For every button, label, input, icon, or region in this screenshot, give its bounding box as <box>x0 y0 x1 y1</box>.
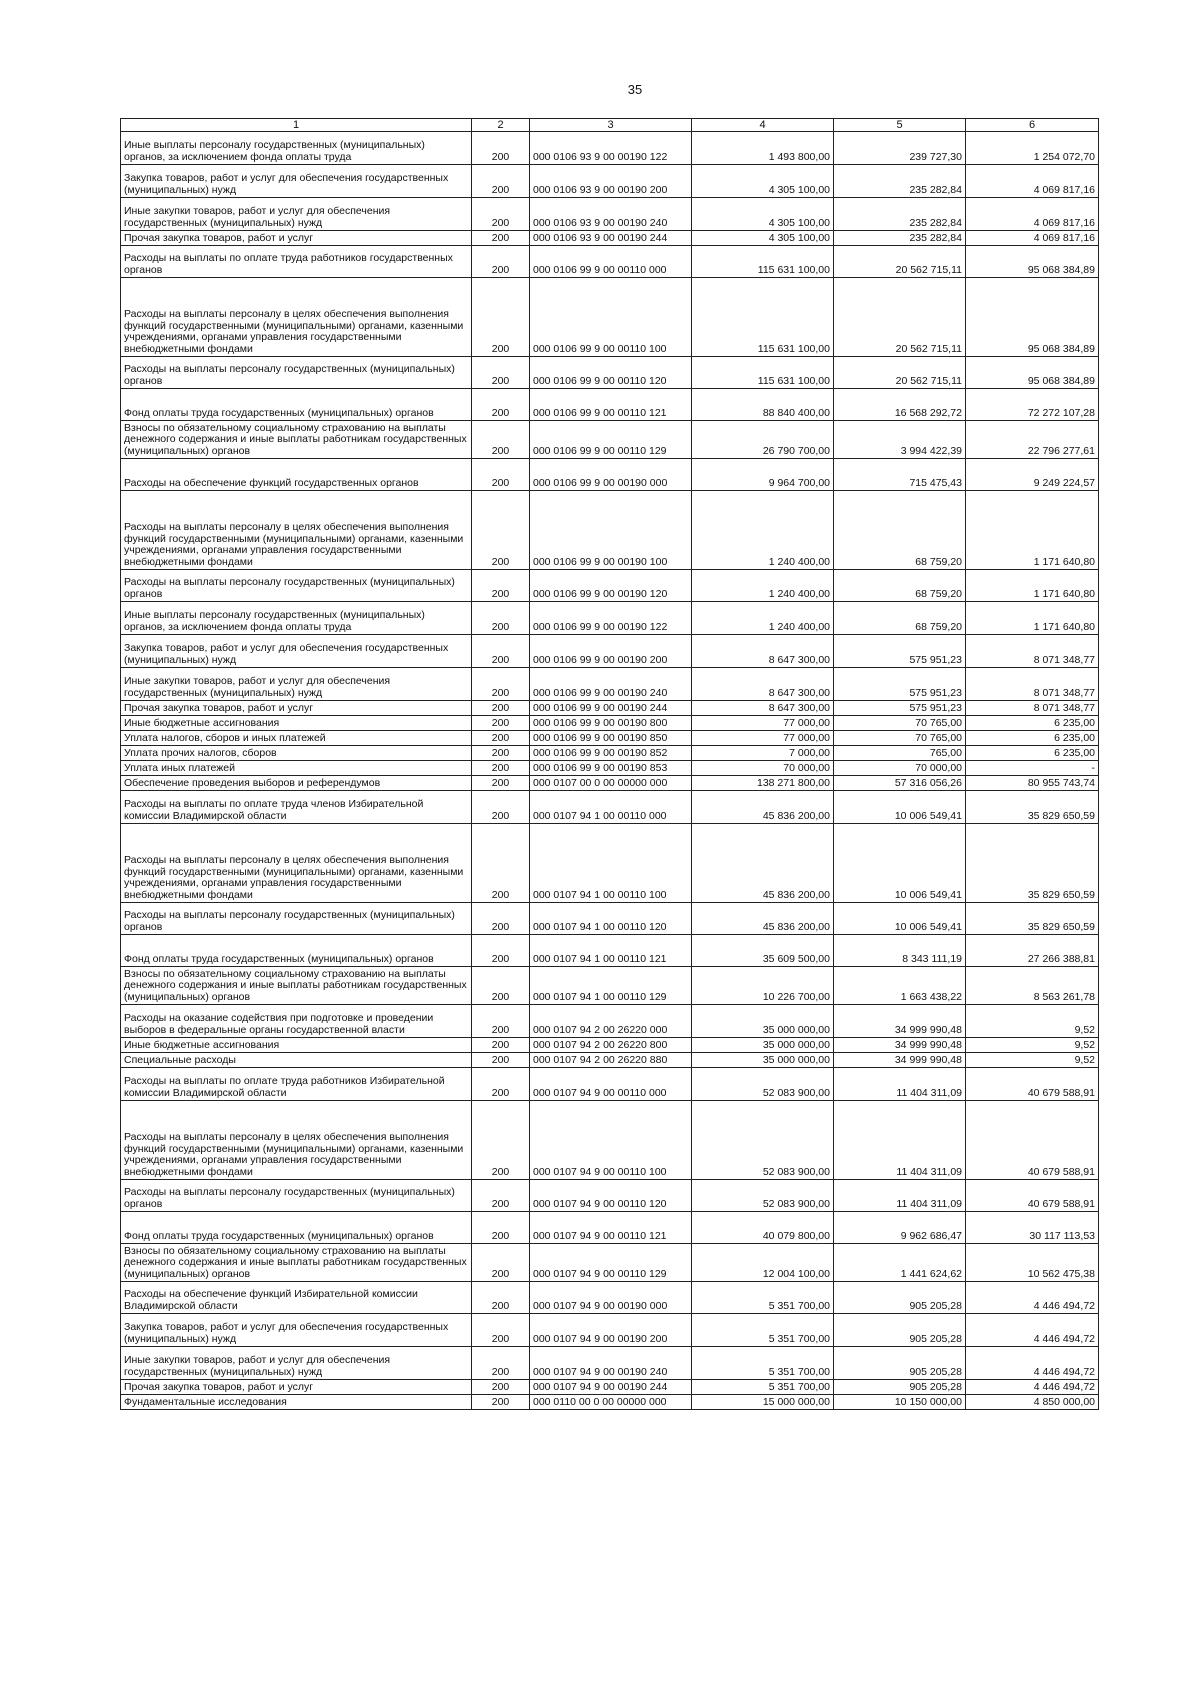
row-name-cell: Обеспечение проведения выборов и референдумов <box>121 776 472 791</box>
row-approved-cell: 1 493 800,00 <box>692 132 834 165</box>
row-unexecuted-cell: 6 235,00 <box>966 746 1099 761</box>
row-unexecuted-cell: 4 069 817,16 <box>966 198 1099 231</box>
table-row <box>121 1180 1099 1212</box>
row-name-cell: Закупка товаров, работ и услуг для обеспечения государственных (муниципальных) нужд <box>121 165 472 198</box>
row-unexecuted-cell: 4 446 494,72 <box>966 1314 1099 1347</box>
row-line-code-cell: 200 <box>472 1101 530 1180</box>
row-unexecuted-cell: 9,52 <box>966 1038 1099 1053</box>
row-approved-cell: 5 351 700,00 <box>692 1347 834 1380</box>
row-executed-cell: 68 759,20 <box>834 602 966 635</box>
row-line-code-cell: 200 <box>472 668 530 701</box>
row-name-cell: Закупка товаров, работ и услуг для обеспечения государственных (муниципальных) нужд <box>121 635 472 668</box>
row-line-code-cell: 200 <box>472 1282 530 1314</box>
row-name-cell: Взносы по обязательному социальному страхованию на выплаты денежного содержания и иные выплаты работникам государственных (муниципальных) органов <box>121 421 472 459</box>
table-row <box>121 1380 1099 1395</box>
table-row <box>121 1314 1099 1347</box>
row-approved-cell: 77 000,00 <box>692 731 834 746</box>
row-approved-cell: 5 351 700,00 <box>692 1380 834 1395</box>
row-budget-code-cell: 000 0107 94 1 00 00110 129 <box>530 967 692 1005</box>
row-budget-code-cell: 000 0106 99 9 00 00190 850 <box>530 731 692 746</box>
row-budget-code-cell: 000 0107 94 9 00 00110 129 <box>530 1244 692 1282</box>
row-executed-cell: 3 994 422,39 <box>834 421 966 459</box>
row-name-cell: Уплата прочих налогов, сборов <box>121 746 472 761</box>
row-budget-code-cell: 000 0107 94 9 00 00110 120 <box>530 1180 692 1212</box>
table-row <box>121 716 1099 731</box>
column-header: 2 <box>472 119 530 132</box>
row-unexecuted-cell: 1 171 640,80 <box>966 491 1099 570</box>
row-budget-code-cell: 000 0106 93 9 00 00190 122 <box>530 132 692 165</box>
row-name-cell: Расходы на выплаты персоналу государственных (муниципальных) органов <box>121 357 472 389</box>
row-approved-cell: 115 631 100,00 <box>692 357 834 389</box>
row-executed-cell: 8 343 111,19 <box>834 935 966 967</box>
column-header: 3 <box>530 119 692 132</box>
table-row <box>121 1068 1099 1101</box>
column-header: 1 <box>121 119 472 132</box>
row-unexecuted-cell: 95 068 384,89 <box>966 246 1099 278</box>
row-budget-code-cell: 000 0107 94 1 00 00110 120 <box>530 903 692 935</box>
row-line-code-cell: 200 <box>472 1180 530 1212</box>
row-name-cell: Расходы на обеспечение функций государственных органов <box>121 459 472 491</box>
row-unexecuted-cell: 8 071 348,77 <box>966 635 1099 668</box>
row-unexecuted-cell: 6 235,00 <box>966 731 1099 746</box>
row-budget-code-cell: 000 0106 93 9 00 00190 240 <box>530 198 692 231</box>
table-row <box>121 635 1099 668</box>
row-line-code-cell: 200 <box>472 776 530 791</box>
row-unexecuted-cell: 4 446 494,72 <box>966 1347 1099 1380</box>
row-approved-cell: 138 271 800,00 <box>692 776 834 791</box>
table-row <box>121 1005 1099 1038</box>
row-unexecuted-cell: 72 272 107,28 <box>966 389 1099 421</box>
row-line-code-cell: 200 <box>472 459 530 491</box>
row-executed-cell: 11 404 311,09 <box>834 1180 966 1212</box>
row-budget-code-cell: 000 0107 94 1 00 00110 000 <box>530 791 692 824</box>
row-executed-cell: 34 999 990,48 <box>834 1053 966 1068</box>
row-unexecuted-cell: 40 679 588,91 <box>966 1101 1099 1180</box>
table-row <box>121 459 1099 491</box>
row-executed-cell: 57 316 056,26 <box>834 776 966 791</box>
table-row <box>121 570 1099 602</box>
row-name-cell: Расходы на выплаты персоналу в целях обеспечения выполнения функций государственными (муниципальными) органами, казенными учреждениями, органами управления государственными внебюджетными фондами <box>121 1101 472 1180</box>
row-line-code-cell: 200 <box>472 791 530 824</box>
row-name-cell: Уплата налогов, сборов и иных платежей <box>121 731 472 746</box>
row-unexecuted-cell: 9,52 <box>966 1053 1099 1068</box>
row-unexecuted-cell: 95 068 384,89 <box>966 278 1099 357</box>
row-name-cell: Прочая закупка товаров, работ и услуг <box>121 1380 472 1395</box>
row-line-code-cell: 200 <box>472 357 530 389</box>
row-budget-code-cell: 000 0107 94 9 00 00110 121 <box>530 1212 692 1244</box>
row-name-cell: Иные выплаты персоналу государственных (муниципальных) органов, за исключением фонда оплаты труда <box>121 602 472 635</box>
row-approved-cell: 35 000 000,00 <box>692 1005 834 1038</box>
row-approved-cell: 12 004 100,00 <box>692 1244 834 1282</box>
table-row <box>121 389 1099 421</box>
row-name-cell: Расходы на оказание содействия при подготовке и проведении выборов в федеральные органы государственной власти <box>121 1005 472 1038</box>
row-executed-cell: 235 282,84 <box>834 165 966 198</box>
row-name-cell: Фонд оплаты труда государственных (муниципальных) органов <box>121 1212 472 1244</box>
row-executed-cell: 235 282,84 <box>834 231 966 246</box>
row-line-code-cell: 200 <box>472 635 530 668</box>
row-name-cell: Закупка товаров, работ и услуг для обеспечения государственных (муниципальных) нужд <box>121 1314 472 1347</box>
row-line-code-cell: 200 <box>472 278 530 357</box>
row-executed-cell: 239 727,30 <box>834 132 966 165</box>
page-number: 35 <box>627 82 643 97</box>
row-line-code-cell: 200 <box>472 231 530 246</box>
row-unexecuted-cell: - <box>966 761 1099 776</box>
row-name-cell: Иные бюджетные ассигнования <box>121 716 472 731</box>
row-approved-cell: 5 351 700,00 <box>692 1282 834 1314</box>
table-row <box>121 731 1099 746</box>
table-row <box>121 357 1099 389</box>
row-unexecuted-cell: 1 254 072,70 <box>966 132 1099 165</box>
row-approved-cell: 52 083 900,00 <box>692 1101 834 1180</box>
row-name-cell: Иные выплаты персоналу государственных (муниципальных) органов, за исключением фонда оплаты труда <box>121 132 472 165</box>
table-row <box>121 701 1099 716</box>
table-row <box>121 278 1099 357</box>
table-row <box>121 1053 1099 1068</box>
row-budget-code-cell: 000 0107 94 9 00 00190 000 <box>530 1282 692 1314</box>
row-line-code-cell: 200 <box>472 1005 530 1038</box>
row-approved-cell: 35 609 500,00 <box>692 935 834 967</box>
row-name-cell: Расходы на выплаты по оплате труда работников Избирательной комиссии Владимирской области <box>121 1068 472 1101</box>
row-line-code-cell: 200 <box>472 491 530 570</box>
row-line-code-cell: 200 <box>472 1038 530 1053</box>
row-approved-cell: 4 305 100,00 <box>692 165 834 198</box>
row-unexecuted-cell: 6 235,00 <box>966 716 1099 731</box>
column-header: 5 <box>834 119 966 132</box>
table-row <box>121 165 1099 198</box>
table-row <box>121 491 1099 570</box>
row-line-code-cell: 200 <box>472 967 530 1005</box>
row-approved-cell: 88 840 400,00 <box>692 389 834 421</box>
row-name-cell: Иные закупки товаров, работ и услуг для обеспечения государственных (муниципальных) нужд <box>121 668 472 701</box>
row-budget-code-cell: 000 0106 99 9 00 00190 100 <box>530 491 692 570</box>
row-executed-cell: 34 999 990,48 <box>834 1038 966 1053</box>
row-executed-cell: 70 765,00 <box>834 731 966 746</box>
row-unexecuted-cell: 1 171 640,80 <box>966 602 1099 635</box>
row-name-cell: Расходы на выплаты персоналу в целях обеспечения выполнения функций государственными (муниципальными) органами, казенными учреждениями, органами управления государственными внебюджетными фондами <box>121 491 472 570</box>
row-executed-cell: 1 663 438,22 <box>834 967 966 1005</box>
row-approved-cell: 9 964 700,00 <box>692 459 834 491</box>
row-line-code-cell: 200 <box>472 1314 530 1347</box>
row-name-cell: Расходы на выплаты персоналу государственных (муниципальных) органов <box>121 570 472 602</box>
table-header-row <box>121 119 1099 132</box>
row-unexecuted-cell: 35 829 650,59 <box>966 903 1099 935</box>
table-row <box>121 935 1099 967</box>
column-header: 4 <box>692 119 834 132</box>
row-unexecuted-cell: 35 829 650,59 <box>966 824 1099 903</box>
row-line-code-cell: 200 <box>472 421 530 459</box>
row-executed-cell: 10 006 549,41 <box>834 791 966 824</box>
row-approved-cell: 26 790 700,00 <box>692 421 834 459</box>
row-line-code-cell: 200 <box>472 731 530 746</box>
row-budget-code-cell: 000 0106 99 9 00 00110 129 <box>530 421 692 459</box>
row-budget-code-cell: 000 0106 99 9 00 00110 121 <box>530 389 692 421</box>
row-budget-code-cell: 000 0106 99 9 00 00190 120 <box>530 570 692 602</box>
row-unexecuted-cell: 30 117 113,53 <box>966 1212 1099 1244</box>
row-approved-cell: 35 000 000,00 <box>692 1038 834 1053</box>
row-approved-cell: 70 000,00 <box>692 761 834 776</box>
row-name-cell: Расходы на выплаты персоналу государственных (муниципальных) органов <box>121 1180 472 1212</box>
row-name-cell: Расходы на выплаты по оплате труда работников государственных органов <box>121 246 472 278</box>
row-unexecuted-cell: 35 829 650,59 <box>966 791 1099 824</box>
row-executed-cell: 16 568 292,72 <box>834 389 966 421</box>
row-budget-code-cell: 000 0107 94 9 00 00190 244 <box>530 1380 692 1395</box>
row-executed-cell: 10 006 549,41 <box>834 824 966 903</box>
row-executed-cell: 68 759,20 <box>834 491 966 570</box>
row-executed-cell: 905 205,28 <box>834 1380 966 1395</box>
table-row <box>121 1212 1099 1244</box>
row-budget-code-cell: 000 0107 94 2 00 26220 000 <box>530 1005 692 1038</box>
row-unexecuted-cell: 80 955 743,74 <box>966 776 1099 791</box>
row-approved-cell: 115 631 100,00 <box>692 246 834 278</box>
row-name-cell: Расходы на выплаты персоналу государственных (муниципальных) органов <box>121 903 472 935</box>
table-row <box>121 1347 1099 1380</box>
row-executed-cell: 11 404 311,09 <box>834 1101 966 1180</box>
row-budget-code-cell: 000 0107 94 1 00 00110 100 <box>530 824 692 903</box>
row-line-code-cell: 200 <box>472 935 530 967</box>
row-line-code-cell: 200 <box>472 198 530 231</box>
row-line-code-cell: 200 <box>472 1212 530 1244</box>
row-name-cell: Фундаментальные исследования <box>121 1395 472 1410</box>
budget-execution-table <box>120 118 1099 1410</box>
row-executed-cell: 9 962 686,47 <box>834 1212 966 1244</box>
row-approved-cell: 40 079 800,00 <box>692 1212 834 1244</box>
row-executed-cell: 235 282,84 <box>834 198 966 231</box>
row-unexecuted-cell: 95 068 384,89 <box>966 357 1099 389</box>
row-unexecuted-cell: 40 679 588,91 <box>966 1180 1099 1212</box>
row-budget-code-cell: 000 0106 93 9 00 00190 200 <box>530 165 692 198</box>
row-budget-code-cell: 000 0107 94 9 00 00110 100 <box>530 1101 692 1180</box>
row-budget-code-cell: 000 0106 99 9 00 00190 200 <box>530 635 692 668</box>
row-name-cell: Расходы на обеспечение функций Избирательной комиссии Владимирской области <box>121 1282 472 1314</box>
row-name-cell: Расходы на выплаты персоналу в целях обеспечения выполнения функций государственными (муниципальными) органами, казенными учреждениями, органами управления государственными внебюджетными фондами <box>121 824 472 903</box>
row-unexecuted-cell: 9 249 224,57 <box>966 459 1099 491</box>
row-line-code-cell: 200 <box>472 165 530 198</box>
row-executed-cell: 10 150 000,00 <box>834 1395 966 1410</box>
row-executed-cell: 68 759,20 <box>834 570 966 602</box>
row-name-cell: Иные бюджетные ассигнования <box>121 1038 472 1053</box>
table-row <box>121 824 1099 903</box>
row-approved-cell: 15 000 000,00 <box>692 1395 834 1410</box>
table-row <box>121 1101 1099 1180</box>
row-executed-cell: 905 205,28 <box>834 1282 966 1314</box>
row-unexecuted-cell: 4 069 817,16 <box>966 231 1099 246</box>
row-name-cell: Иные закупки товаров, работ и услуг для обеспечения государственных (муниципальных) нужд <box>121 198 472 231</box>
row-line-code-cell: 200 <box>472 570 530 602</box>
row-budget-code-cell: 000 0107 94 9 00 00190 200 <box>530 1314 692 1347</box>
row-unexecuted-cell: 8 563 261,78 <box>966 967 1099 1005</box>
row-unexecuted-cell: 4 069 817,16 <box>966 165 1099 198</box>
row-name-cell: Фонд оплаты труда государственных (муниципальных) органов <box>121 935 472 967</box>
row-line-code-cell: 200 <box>472 1068 530 1101</box>
row-name-cell: Прочая закупка товаров, работ и услуг <box>121 231 472 246</box>
table-row <box>121 132 1099 165</box>
row-approved-cell: 52 083 900,00 <box>692 1180 834 1212</box>
table-row <box>121 1038 1099 1053</box>
row-name-cell: Фонд оплаты труда государственных (муниципальных) органов <box>121 389 472 421</box>
row-approved-cell: 4 305 100,00 <box>692 231 834 246</box>
row-name-cell: Иные закупки товаров, работ и услуг для обеспечения государственных (муниципальных) нужд <box>121 1347 472 1380</box>
table-row <box>121 903 1099 935</box>
row-budget-code-cell: 000 0106 99 9 00 00190 853 <box>530 761 692 776</box>
row-budget-code-cell: 000 0106 99 9 00 00190 800 <box>530 716 692 731</box>
row-line-code-cell: 200 <box>472 389 530 421</box>
table-row <box>121 967 1099 1005</box>
row-approved-cell: 8 647 300,00 <box>692 701 834 716</box>
row-approved-cell: 52 083 900,00 <box>692 1068 834 1101</box>
row-approved-cell: 45 836 200,00 <box>692 791 834 824</box>
row-budget-code-cell: 000 0107 94 2 00 26220 880 <box>530 1053 692 1068</box>
row-line-code-cell: 200 <box>472 1053 530 1068</box>
row-budget-code-cell: 000 0106 99 9 00 00110 100 <box>530 278 692 357</box>
row-approved-cell: 1 240 400,00 <box>692 602 834 635</box>
row-executed-cell: 20 562 715,11 <box>834 357 966 389</box>
row-approved-cell: 35 000 000,00 <box>692 1053 834 1068</box>
row-unexecuted-cell: 40 679 588,91 <box>966 1068 1099 1101</box>
table-row <box>121 761 1099 776</box>
row-line-code-cell: 200 <box>472 761 530 776</box>
row-unexecuted-cell: 4 446 494,72 <box>966 1282 1099 1314</box>
row-budget-code-cell: 000 0106 99 9 00 00190 240 <box>530 668 692 701</box>
row-approved-cell: 4 305 100,00 <box>692 198 834 231</box>
row-line-code-cell: 200 <box>472 1244 530 1282</box>
row-name-cell: Взносы по обязательному социальному страхованию на выплаты денежного содержания и иные выплаты работникам государственных (муниципальных) органов <box>121 1244 472 1282</box>
row-budget-code-cell: 000 0106 99 9 00 00190 244 <box>530 701 692 716</box>
row-name-cell: Уплата иных платежей <box>121 761 472 776</box>
row-line-code-cell: 200 <box>472 716 530 731</box>
row-unexecuted-cell: 8 071 348,77 <box>966 701 1099 716</box>
row-unexecuted-cell: 4 446 494,72 <box>966 1380 1099 1395</box>
row-name-cell: Прочая закупка товаров, работ и услуг <box>121 701 472 716</box>
row-approved-cell: 5 351 700,00 <box>692 1314 834 1347</box>
row-unexecuted-cell: 9,52 <box>966 1005 1099 1038</box>
row-executed-cell: 20 562 715,11 <box>834 278 966 357</box>
row-unexecuted-cell: 4 850 000,00 <box>966 1395 1099 1410</box>
table-row <box>121 1244 1099 1282</box>
row-executed-cell: 905 205,28 <box>834 1347 966 1380</box>
row-executed-cell: 11 404 311,09 <box>834 1068 966 1101</box>
row-unexecuted-cell: 8 071 348,77 <box>966 668 1099 701</box>
row-line-code-cell: 200 <box>472 132 530 165</box>
row-unexecuted-cell: 27 266 388,81 <box>966 935 1099 967</box>
row-executed-cell: 575 951,23 <box>834 635 966 668</box>
row-approved-cell: 77 000,00 <box>692 716 834 731</box>
table-row <box>121 246 1099 278</box>
table-row <box>121 421 1099 459</box>
table-row <box>121 1395 1099 1410</box>
row-unexecuted-cell: 10 562 475,38 <box>966 1244 1099 1282</box>
table-row <box>121 602 1099 635</box>
row-executed-cell: 765,00 <box>834 746 966 761</box>
row-budget-code-cell: 000 0107 94 2 00 26220 800 <box>530 1038 692 1053</box>
row-name-cell: Расходы на выплаты по оплате труда членов Избирательной комиссии Владимирской области <box>121 791 472 824</box>
table-row <box>121 231 1099 246</box>
row-budget-code-cell: 000 0106 99 9 00 00190 122 <box>530 602 692 635</box>
row-approved-cell: 1 240 400,00 <box>692 491 834 570</box>
row-name-cell: Взносы по обязательному социальному страхованию на выплаты денежного содержания и иные выплаты работникам государственных (муниципальных) органов <box>121 967 472 1005</box>
table-row <box>121 198 1099 231</box>
row-budget-code-cell: 000 0106 93 9 00 00190 244 <box>530 231 692 246</box>
row-budget-code-cell: 000 0107 94 9 00 00110 000 <box>530 1068 692 1101</box>
row-budget-code-cell: 000 0106 99 9 00 00110 000 <box>530 246 692 278</box>
row-name-cell: Специальные расходы <box>121 1053 472 1068</box>
row-budget-code-cell: 000 0107 00 0 00 00000 000 <box>530 776 692 791</box>
row-budget-code-cell: 000 0107 94 1 00 00110 121 <box>530 935 692 967</box>
table-row <box>121 776 1099 791</box>
row-approved-cell: 1 240 400,00 <box>692 570 834 602</box>
row-budget-code-cell: 000 0106 99 9 00 00190 000 <box>530 459 692 491</box>
row-executed-cell: 10 006 549,41 <box>834 903 966 935</box>
row-budget-code-cell: 000 0107 94 9 00 00190 240 <box>530 1347 692 1380</box>
row-executed-cell: 20 562 715,11 <box>834 246 966 278</box>
table-row <box>121 791 1099 824</box>
row-line-code-cell: 200 <box>472 746 530 761</box>
row-approved-cell: 8 647 300,00 <box>692 635 834 668</box>
row-approved-cell: 8 647 300,00 <box>692 668 834 701</box>
table-row <box>121 746 1099 761</box>
row-budget-code-cell: 000 0106 99 9 00 00190 852 <box>530 746 692 761</box>
row-budget-code-cell: 000 0110 00 0 00 00000 000 <box>530 1395 692 1410</box>
row-line-code-cell: 200 <box>472 602 530 635</box>
row-executed-cell: 575 951,23 <box>834 668 966 701</box>
row-line-code-cell: 200 <box>472 903 530 935</box>
row-executed-cell: 70 000,00 <box>834 761 966 776</box>
table-row <box>121 1282 1099 1314</box>
row-executed-cell: 905 205,28 <box>834 1314 966 1347</box>
row-unexecuted-cell: 22 796 277,61 <box>966 421 1099 459</box>
row-budget-code-cell: 000 0106 99 9 00 00110 120 <box>530 357 692 389</box>
row-unexecuted-cell: 1 171 640,80 <box>966 570 1099 602</box>
row-approved-cell: 7 000,00 <box>692 746 834 761</box>
table-row <box>121 668 1099 701</box>
column-header: 6 <box>966 119 1099 132</box>
row-line-code-cell: 200 <box>472 824 530 903</box>
row-approved-cell: 115 631 100,00 <box>692 278 834 357</box>
row-executed-cell: 575 951,23 <box>834 701 966 716</box>
row-line-code-cell: 200 <box>472 246 530 278</box>
row-line-code-cell: 200 <box>472 1380 530 1395</box>
row-name-cell: Расходы на выплаты персоналу в целях обеспечения выполнения функций государственными (муниципальными) органами, казенными учреждениями, органами управления государственными внебюджетными фондами <box>121 278 472 357</box>
row-approved-cell: 45 836 200,00 <box>692 903 834 935</box>
row-executed-cell: 34 999 990,48 <box>834 1005 966 1038</box>
row-executed-cell: 715 475,43 <box>834 459 966 491</box>
row-executed-cell: 1 441 624,62 <box>834 1244 966 1282</box>
row-line-code-cell: 200 <box>472 1395 530 1410</box>
row-approved-cell: 10 226 700,00 <box>692 967 834 1005</box>
row-line-code-cell: 200 <box>472 701 530 716</box>
row-executed-cell: 70 765,00 <box>834 716 966 731</box>
row-line-code-cell: 200 <box>472 1347 530 1380</box>
row-approved-cell: 45 836 200,00 <box>692 824 834 903</box>
